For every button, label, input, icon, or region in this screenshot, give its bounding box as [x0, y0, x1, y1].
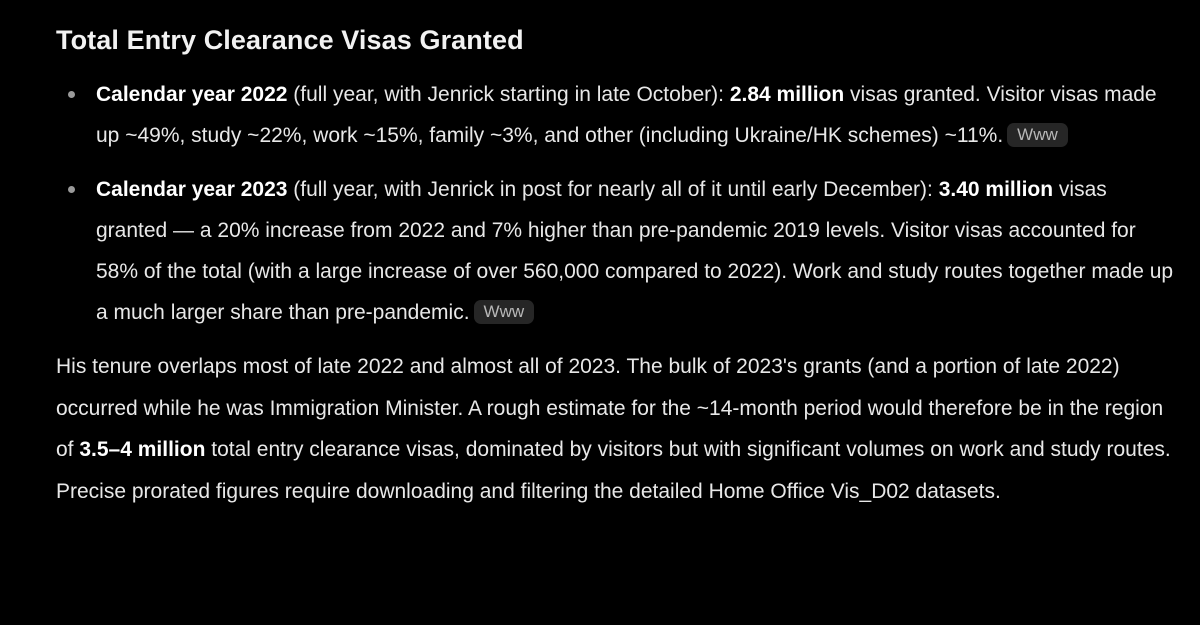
bullet-item-2023: [56, 169, 1176, 333]
bullet-dot-icon: [68, 186, 75, 193]
source-chip[interactable]: Www: [474, 300, 535, 324]
summary-estimate: 3.5–4 million: [79, 438, 206, 461]
bullet-lead: Calendar year 2022: [96, 83, 288, 106]
bullet-text: (full year, with Jenrick starting in late October):: [287, 83, 730, 106]
bullet-text: visas granted — a 20% increase from 2022 and 7% higher than pre-pandemic 2019 levels. Visitor visas accounted for 58% of the total (with a large increase of over 560,000 compared to 2022). Work and study routes together made up a much larger share than pre-pandemic.: [96, 178, 1174, 324]
source-chip[interactable]: Www: [1007, 123, 1068, 147]
response-content: [56, 18, 1176, 512]
summary-paragraph: [56, 346, 1176, 512]
section-title: Total Entry Clearance Visas Granted: [56, 25, 524, 55]
summary-text: His tenure overlaps most of late 2022 and almost all of 2023. The bulk of 2023's grants (and a portion of late 2022) occurred while he was Immigration Minister. A rough estimate for the ~14-month period would therefore be in the region of: [56, 355, 1164, 461]
bullet-lead: Calendar year 2023: [96, 178, 288, 201]
bullet-dot-icon: [68, 91, 75, 98]
bullet-item-2022: [56, 74, 1176, 156]
bullet-list: [56, 74, 1176, 333]
bullet-figure: 3.40 million: [938, 178, 1054, 201]
bullet-figure: 2.84 million: [729, 83, 845, 106]
bullet-text: visas granted. Visitor visas made up ~49%, study ~22%, work ~15%, family ~3%, and other (including Ukraine/HK schemes) ~11%.: [96, 83, 1157, 147]
summary-text: total entry clearance visas, dominated by visitors but with significant volumes on work and study routes. Precise prorated figures require downloading and filtering the detailed Home Office Vis_D02 datasets.: [56, 438, 1171, 503]
bullet-text: (full year, with Jenrick in post for nearly all of it until early December):: [287, 178, 939, 201]
